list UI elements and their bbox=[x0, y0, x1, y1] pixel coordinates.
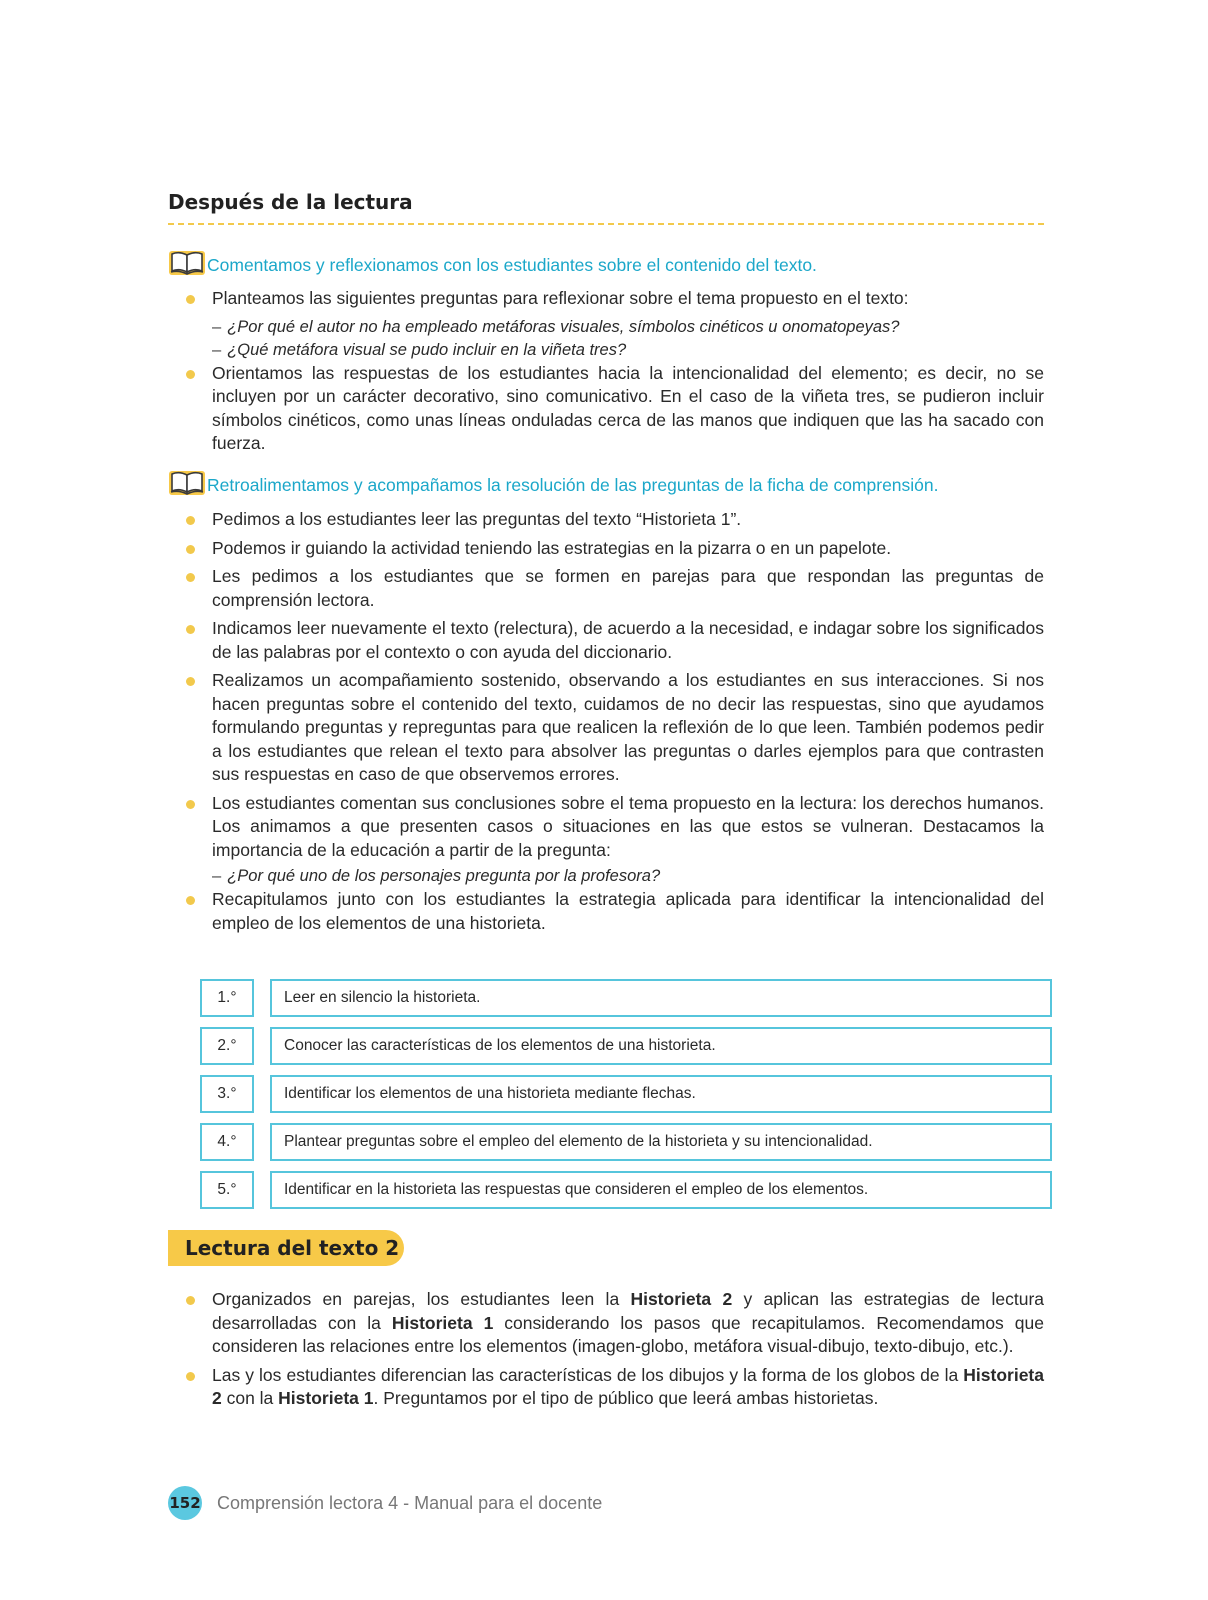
bullet-icon bbox=[186, 1372, 195, 1381]
bullet-icon bbox=[186, 1296, 195, 1305]
question-item: – ¿Por qué el autor no ha empleado metáforas visuales, símbolos cinéticos u onomatopeyas? bbox=[212, 317, 900, 336]
list-item: Planteamos las siguientes preguntas para reflexionar sobre el tema propuesto en el texto: bbox=[186, 287, 1044, 311]
bullet-icon bbox=[186, 573, 195, 582]
step-text: Identificar en la historieta las respuestas que consideren el empleo de los elementos. bbox=[270, 1171, 1052, 1209]
bullet-icon bbox=[186, 625, 195, 634]
after-reading-list-1 bbox=[186, 287, 1044, 461]
bullet-icon bbox=[186, 516, 195, 525]
step-text: Plantear preguntas sobre el empleo del elemento de la historieta y su intencionalidad. bbox=[270, 1123, 1052, 1161]
step-number: 5.° bbox=[200, 1171, 254, 1209]
bullet-icon bbox=[186, 295, 195, 304]
list-item: Las y los estudiantes diferencian las características de los dibujos y la forma de los globos de la Historieta 2 con la Historieta 1. Preguntamos por el tipo de público que leerá ambas historietas. bbox=[186, 1364, 1044, 1411]
bullet-icon bbox=[186, 370, 195, 379]
page-number: 152 bbox=[168, 1486, 202, 1520]
open-book-icon bbox=[168, 470, 206, 496]
step-row bbox=[200, 979, 1052, 1017]
list-item: Podemos ir guiando la actividad teniendo las estrategias en la pizarra o en un papelote. bbox=[186, 537, 1044, 561]
step-number: 1.° bbox=[200, 979, 254, 1017]
list-item: Los estudiantes comentan sus conclusiones sobre el tema propuesto en la lectura: los derechos humanos. Los animamos a que presenten casos o situaciones en las que estos se vulneran. Destacamos la importancia de la educación a partir de la pregunta: bbox=[186, 792, 1044, 863]
bullet-icon bbox=[186, 677, 195, 686]
subhead-text: Retroalimentamos y acompañamos la resolución de las preguntas de la ficha de comprensión. bbox=[207, 475, 939, 495]
list-item: Indicamos leer nuevamente el texto (relectura), de acuerdo a la necesidad, e indagar sobre los significados de las palabras por el contexto o con ayuda del diccionario. bbox=[186, 617, 1044, 664]
page-footer bbox=[168, 1486, 602, 1520]
step-text: Identificar los elementos de una historieta mediante flechas. bbox=[270, 1075, 1052, 1113]
dashed-divider bbox=[168, 223, 1044, 225]
after-reading-list-2 bbox=[186, 508, 1044, 940]
question-item: – ¿Qué metáfora visual se pudo incluir en la viñeta tres? bbox=[212, 340, 627, 359]
bullet-icon bbox=[186, 896, 195, 905]
lectura-heading: Lectura del texto 2 bbox=[168, 1230, 404, 1266]
step-row bbox=[200, 1027, 1052, 1065]
bullet-icon bbox=[186, 545, 195, 554]
step-row bbox=[200, 1075, 1052, 1113]
subhead-retroalimentamos bbox=[168, 470, 939, 496]
list-item: Pedimos a los estudiantes leer las preguntas del texto “Historieta 1”. bbox=[186, 508, 1044, 532]
list-item: Orientamos las respuestas de los estudiantes hacia la intencionalidad del elemento; es decir, no se incluyen por un carácter decorativo, sino comunicativo. En el caso de la viñeta tres, se pudieron incluir símbolos cinéticos, como unas líneas onduladas cerca de las manos que indiquen que las ha sacado con fuerza. bbox=[186, 362, 1044, 456]
subhead-text: Comentamos y reflexionamos con los estudiantes sobre el contenido del texto. bbox=[207, 255, 817, 275]
section-title: Después de la lectura bbox=[168, 190, 413, 214]
question-item: – ¿Por qué uno de los personajes pregunta por la profesora? bbox=[212, 867, 661, 885]
open-book-icon bbox=[168, 250, 206, 276]
step-row bbox=[200, 1171, 1052, 1209]
list-item: Les pedimos a los estudiantes que se formen en parejas para que respondan las preguntas de comprensión lectora. bbox=[186, 565, 1044, 612]
step-number: 4.° bbox=[200, 1123, 254, 1161]
bullet-icon bbox=[186, 800, 195, 809]
step-number: 3.° bbox=[200, 1075, 254, 1113]
subhead-comentamos bbox=[168, 250, 817, 276]
step-number: 2.° bbox=[200, 1027, 254, 1065]
footer-text: Comprensión lectora 4 - Manual para el docente bbox=[217, 1492, 603, 1513]
step-text: Conocer las características de los elementos de una historieta. bbox=[270, 1027, 1052, 1065]
list-item: Realizamos un acompañamiento sostenido, observando a los estudiantes en sus interacciones. Si nos hacen preguntas sobre el contenido del texto, cuidamos de no decir las respuestas, sino que ayudamos formulando preguntas y repreguntas para que realicen la reflexión de lo que leen. También podemos pedir a los estudiantes que relean el texto para absolver las preguntas o darles ejemplos para que contrasten sus respuestas en caso de que observemos errores. bbox=[186, 669, 1044, 787]
step-text: Leer en silencio la historieta. bbox=[270, 979, 1052, 1017]
lectura-list bbox=[186, 1288, 1044, 1416]
step-row bbox=[200, 1123, 1052, 1161]
list-item: Organizados en parejas, los estudiantes leen la Historieta 2 y aplican las estrategias de lectura desarrolladas con la Historieta 1 considerando los pasos que recapitulamos. Recomendamos que consideren las relaciones entre los elementos (imagen-globo, metáfora visual-dibujo, texto-dibujo, etc.). bbox=[186, 1288, 1044, 1359]
list-item: Recapitulamos junto con los estudiantes la estrategia aplicada para identificar la intencionalidad del empleo de los elementos de una historieta. bbox=[186, 888, 1044, 935]
strategy-steps bbox=[200, 979, 1052, 1219]
